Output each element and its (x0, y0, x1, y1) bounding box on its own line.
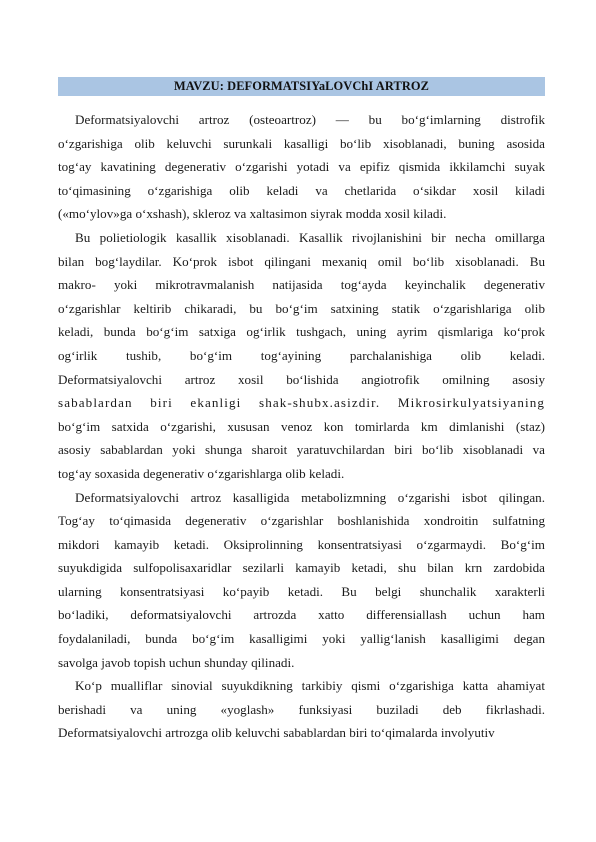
document-page (58, 77, 545, 745)
paragraph-line: asosiy sabablardan yoki shunga sharoit yaratuvchilardan biri bo‘lib xisoblanadi va (58, 442, 545, 458)
paragraph-line: Deformatsiyalovchi artroz (osteoartroz) — bu bo‘g‘imlarning distrofik (75, 112, 545, 127)
paragraph-line: berishadi va uning «yoglash» funksiyasi buziladi deb fikrlashadi. (58, 701, 545, 717)
paragraph (58, 108, 545, 226)
paragraph-line: makro- yoki mikrotravmalanish natijasida tog‘ayda keyinchalik degenerativ (58, 277, 545, 293)
paragraph-line: Deformatsiyalovchi artroz kasalligida metabolizmning o‘zgarishi isbot qilingan. (75, 489, 545, 505)
paragraph-line: suyukdigida sulfopolisaxaridlar sezilarli kamayib ketadi, shu bilan krn zardobida (58, 560, 545, 576)
paragraph-line: foydalaniladi, bunda bo‘g‘im kasalligimi yoki yallig‘lanish kasalligimi degan (58, 631, 545, 647)
paragraph (58, 486, 545, 675)
paragraph-line: Bu polietiologik kasallik xisoblanadi. Kasallik rivojlanishini bir necha omillarga (75, 229, 545, 245)
paragraph-line: o‘zgarishiga olib keluvchi surunkali kasalligi bo‘lib xisoblanadi, buning asosida (58, 135, 545, 151)
paragraph-line: ularning konsentratsiyasi ko‘payib ketadi. Bu belgi shunchalik xarakterli (58, 583, 545, 599)
paragraph-line: («mo‘ylov»ga o‘xshash), skleroz va xaltasimon siyrak modda xosil kiladi. (58, 206, 447, 222)
paragraph-line: bo‘g‘im satxida o‘zgarishi, xususan venoz kon tomirlarda km dimlanishi (staz) (58, 418, 545, 434)
paragraph-line: tog‘ay soxasida degenerativ o‘zgarishlarga olib keladi. (58, 465, 345, 481)
paragraph-line: sabablardan biri ekanligi shak-shubx.asizdir. Mikrosirkulyatsiyaning (58, 395, 545, 411)
paragraph-line: savolga javob topish uchun shunday qilinadi. (58, 654, 295, 670)
paragraph-line: og‘irlik tushib, bo‘g‘im tog‘ayining parchalanishiga olib keladi. (58, 347, 545, 363)
paragraph-line: mikdori kamayib ketadi. Oksiprolinning konsentratsiyasi o‘zgarmaydi. Bo‘g‘im (58, 536, 545, 552)
paragraph (58, 674, 545, 745)
paragraph-line: bilan bog‘laydilar. Ko‘prok isbot qilingani mexaniq omil bo‘lib xisoblanadi. Bu (58, 253, 545, 269)
paragraph-line: bo‘ladiki, deformatsiyalovchi artrozda xatto differensiallash uchun ham (58, 607, 545, 623)
document-body (58, 108, 545, 745)
paragraph-line: o‘zgarishlar keltirib chikaradi, bu bo‘g‘im satxining statik o‘zgarishlariga olib (58, 300, 545, 316)
paragraph-line: Tog‘ay to‘qimasida degenerativ o‘zgarishlar boshlanishida xondroitin sulfatning (58, 513, 545, 529)
paragraph-line: to‘qimasining o‘zgarishiga olib keladi va chetlarida o‘sikdar xosil kiladi (58, 182, 545, 198)
document-title: MAVZU: DEFORMATSIYaLOVChI ARTROZ (58, 77, 545, 96)
paragraph-line: keladi, bunda bo‘g‘im satxiga og‘irlik tushgach, uning ayrim qismlariga ko‘prok (58, 324, 545, 340)
paragraph-line: Ko‘p mualliflar sinovial suyukdikning tarkibiy qismi o‘zgarishiga katta ahamiyat (75, 678, 545, 694)
paragraph-line: Deformatsiyalovchi artrozga olib keluvchi sabablardan biri to‘qimalarda involyutiv (58, 725, 495, 741)
paragraph (58, 226, 545, 486)
paragraph-line: tog‘ay kavatining degenerativ o‘zgarishi yotadi va epifiz qismida ikkilamchi suyak (58, 159, 545, 175)
paragraph-line: Deformatsiyalovchi artroz xosil bo‘lishida angiotrofik omilning asosiy (58, 371, 545, 387)
